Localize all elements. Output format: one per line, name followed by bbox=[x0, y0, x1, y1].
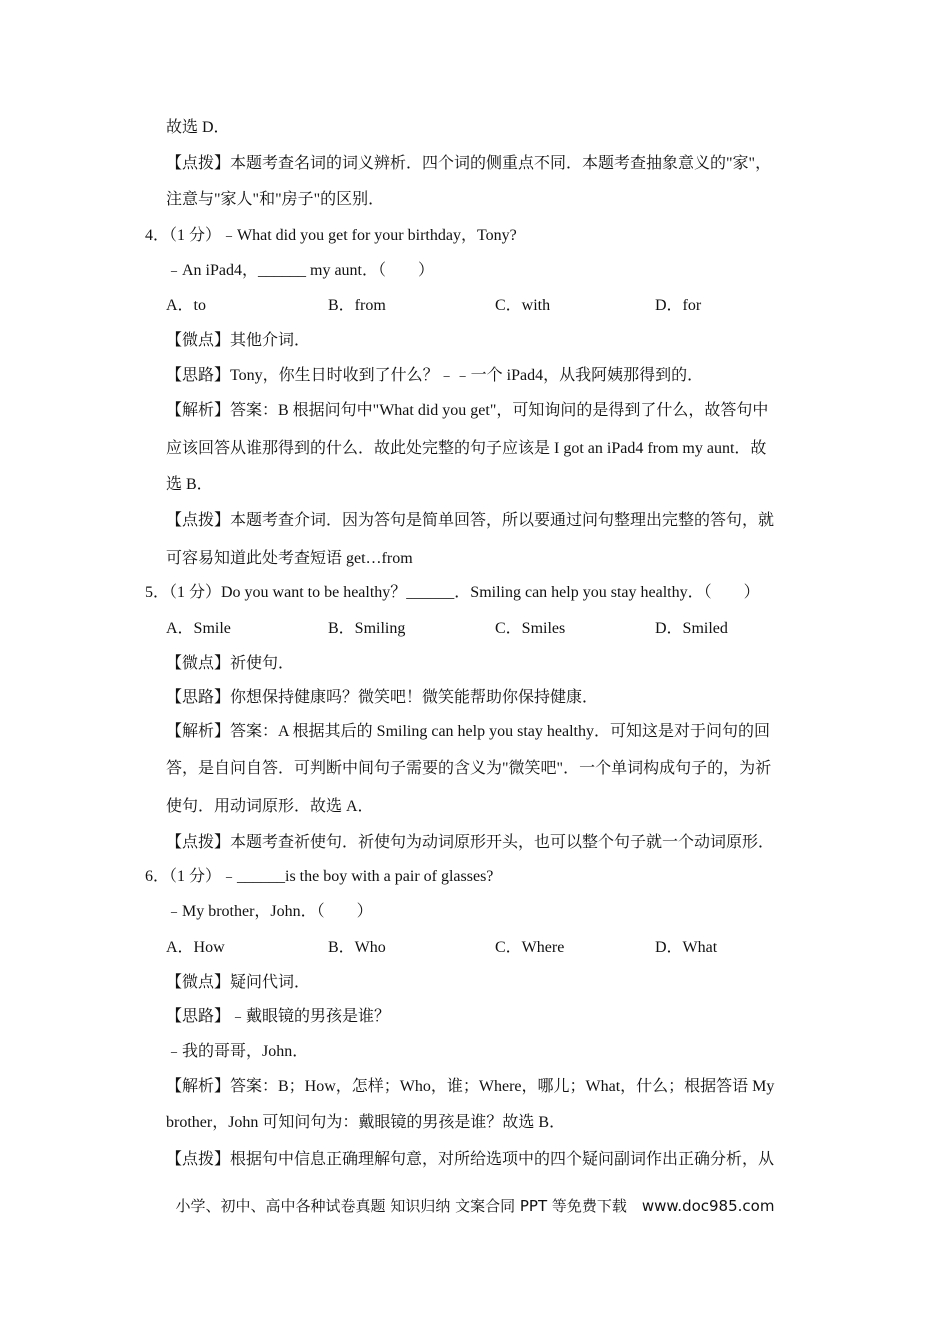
q4-option-b: B．from bbox=[328, 297, 386, 314]
q6-idea-line: ﹣我的哥哥，John． bbox=[166, 1043, 309, 1060]
q4-point: 【微点】其他介词． bbox=[166, 332, 311, 349]
q4-tip-line: 【点拨】本题考查介词．因为答句是简单回答，所以要通过问句整理出完整的答句，就 bbox=[166, 512, 775, 529]
q5-stem: 5．（1 分）Do you want to be healthy？______．Smiling can help you stay healthy．（ ） bbox=[145, 584, 760, 601]
q4-tip-line: 可容易知道此处考查短语 get…from bbox=[166, 550, 413, 567]
q6-option-a: A．How bbox=[166, 939, 225, 956]
q5-option-d: D．Smiled bbox=[655, 620, 728, 637]
q6-point: 【微点】疑问代词． bbox=[166, 974, 311, 991]
q4-stem: 4．（1 分）﹣What did you get for your birthday，Tony? bbox=[145, 227, 517, 244]
q4-option-d: D．for bbox=[655, 297, 702, 314]
q4-analysis-line: 选 B． bbox=[166, 476, 213, 493]
q5-analysis-line: 【解析】答案：A 根据其后的 Smiling can help you stay healthy．可知这是对于问句的回 bbox=[166, 723, 770, 740]
q3-tip-line: 注意与"家人"和"房子"的区别． bbox=[166, 191, 385, 208]
q6-option-d: D．What bbox=[655, 939, 718, 956]
q3-tip-line: 【点拨】本题考查名词的词义辨析．四个词的侧重点不同．本题考查抽象意义的"家"， bbox=[166, 155, 772, 172]
q5-tip-line: 【点拨】本题考查祈使句．祈使句为动词原形开头，也可以整个句子就一个动词原形． bbox=[166, 834, 775, 851]
q5-analysis-line: 使句．用动词原形．故选 A． bbox=[166, 798, 374, 815]
q5-idea: 【思路】你想保持健康吗？微笑吧！微笑能帮助你保持健康． bbox=[166, 689, 599, 706]
q5-analysis-line: 答，是自问自答．可判断中间句子需要的含义为"微笑吧"．一个单词构成句子的，为祈 bbox=[166, 760, 772, 777]
q5-option-b: B．Smiling bbox=[328, 620, 406, 637]
q4-option-a: A．to bbox=[166, 297, 207, 314]
q4-analysis-line: 【解析】答案：B 根据问句中"What did you get"，可知询问的是得到了什么，故答句中 bbox=[166, 402, 769, 419]
page-footer: 小学、初中、高中各种试卷真题 知识归纳 文案合同 PPT 等免费下载 www.doc985.com bbox=[175, 1197, 775, 1215]
q4-reply: ﹣An iPad4，______ my aunt．（ ） bbox=[166, 262, 434, 279]
q6-idea-line: 【思路】﹣戴眼镜的男孩是谁？ bbox=[166, 1008, 391, 1025]
q4-option-c: C．with bbox=[495, 297, 551, 314]
q6-tip-line: 【点拨】根据句中信息正确理解句意，对所给选项中的四个疑问副词作出正确分析，从 bbox=[166, 1151, 775, 1168]
q5-option-c: C．Smiles bbox=[495, 620, 566, 637]
q6-stem: 6．（1 分）﹣______is the boy with a pair of glasses? bbox=[145, 868, 494, 885]
q6-analysis-line: 【解析】答案：B；How，怎样；Who，谁；Where，哪儿；What，什么；根据答语 My bbox=[166, 1078, 775, 1095]
q6-option-c: C．Where bbox=[495, 939, 565, 956]
q4-analysis-line: 应该回答从谁那得到的什么．故此处完整的句子应该是 I got an iPad4 from my aunt．故 bbox=[166, 440, 767, 457]
q6-reply: ﹣My brother，John．（ ） bbox=[166, 903, 373, 920]
q4-idea: 【思路】Tony，你生日时收到了什么？﹣﹣一个 iPad4，从我阿姨那得到的． bbox=[166, 367, 704, 384]
q3-answer: 故选 D． bbox=[166, 119, 230, 136]
q6-option-b: B．Who bbox=[328, 939, 386, 956]
q5-option-a: A．Smile bbox=[166, 620, 231, 637]
q5-point: 【微点】祈使句． bbox=[166, 655, 295, 672]
q6-analysis-line: brother，John 可知问句为：戴眼镜的男孩是谁？故选 B． bbox=[166, 1114, 566, 1131]
